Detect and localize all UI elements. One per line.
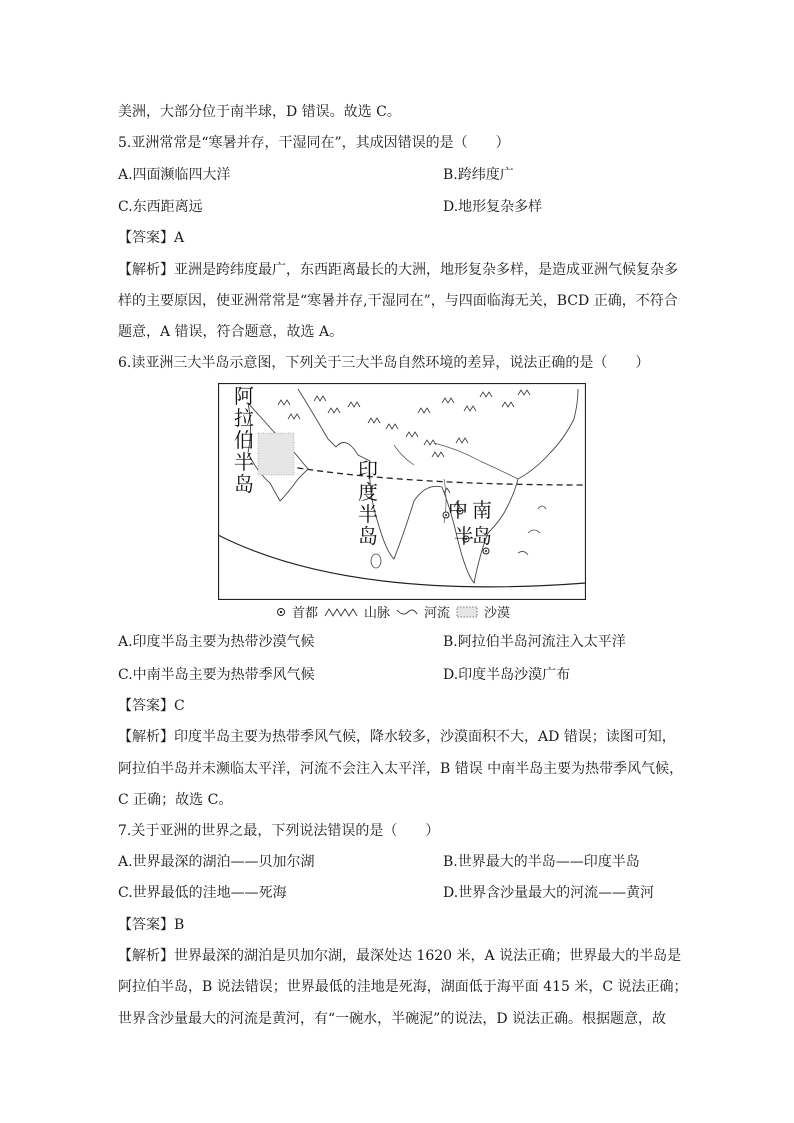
explanation-5-line: 【解析】亚洲是跨纬度最广，东西距离最长的大洲，地形复杂多样，是造成亚洲气候复杂多 (118, 262, 678, 278)
explanation-5-line: 样的主要原因，使亚洲常常是“寒暑并存,干湿同在”，与四面临海无关，BCD 正确，不符合 (118, 293, 678, 309)
map-label-india: 印 (358, 458, 378, 482)
asia-peninsulas-map (218, 383, 586, 600)
explanation-7-line: 阿拉伯半岛，B 说法错误；世界最低的洼地是死海，湖面低于海平面 415 米，C 说法正确； (118, 979, 688, 995)
text-line: 美洲，大部分位于南半球，D 错误。故选 C。 (118, 104, 401, 120)
option-6b: B.阿拉伯半岛河流注入太平洋 (443, 634, 626, 650)
map-label-indochina: 中 (448, 498, 468, 522)
explanation-6-line: C 正确；故选 C。 (118, 792, 233, 808)
option-7b: B.世界最大的半岛——印度半岛 (443, 854, 640, 870)
option-5b: B.跨纬度广 (443, 167, 514, 183)
option-5d: D.地形复杂多样 (443, 199, 543, 215)
map-label-arabia: 半 (234, 450, 254, 474)
capital-icon (276, 607, 286, 617)
map-label-indochina: 半 (454, 524, 474, 548)
answer-6: 【答案】C (118, 698, 185, 714)
map-legend (276, 602, 510, 621)
legend-desert-label: 沙漠 (484, 606, 511, 621)
desert-area (258, 433, 294, 475)
map-label-india: 岛 (358, 524, 378, 548)
legend-capital-label: 首都 (292, 606, 319, 621)
river-icon (396, 607, 418, 617)
question-6: 6.读亚洲三大半岛示意图，下列关于三大半岛自然环境的差异，说法正确的是（ ） (118, 355, 650, 371)
option-7d: D.世界含沙量最大的河流——黄河 (443, 885, 655, 901)
explanation-5-line: 题意，A 错误，符合题意，故选 A。 (118, 324, 344, 340)
map-label-india: 度 (358, 480, 378, 504)
legend-mountain-label: 山脉 (364, 606, 391, 621)
mountain-icon (324, 607, 358, 617)
explanation-7-line: 世界含沙量最大的河流是黄河，有“一碗水，半碗泥”的说法，D 说法正确。根据题意，故 (118, 1011, 666, 1027)
option-6c: C.中南半岛主要为热带季风气候 (118, 667, 315, 683)
desert-icon (456, 606, 478, 618)
map-label-arabia: 阿 (234, 384, 254, 408)
question-5: 5.亚洲常常是“寒暑并存，干湿同在”，其成因错误的是（ ） (118, 135, 510, 151)
option-6d: D.印度半岛沙漠广布 (443, 667, 571, 683)
answer-7: 【答案】B (118, 917, 185, 933)
map-label-arabia: 拉 (234, 406, 254, 430)
map-label-india: 半 (358, 502, 378, 526)
legend-river-label: 河流 (424, 606, 451, 621)
option-6a: A.印度半岛主要为热带沙漠气候 (118, 634, 315, 650)
map-label-arabia: 伯 (234, 428, 254, 452)
option-7a: A.世界最深的湖泊——贝加尔湖 (118, 854, 315, 870)
map-label-indochina: 岛 (472, 524, 492, 548)
question-7: 7.关于亚洲的世界之最，下列说法错误的是（ ） (118, 823, 440, 839)
option-5a: A.四面濒临四大洋 (118, 167, 231, 183)
answer-5: 【答案】A (118, 230, 185, 246)
option-5c: C.东西距离远 (118, 199, 203, 215)
explanation-6-line: 【解析】印度半岛主要为热带季风气候，降水较多，沙漠面积不大，AD 错误；读图可知， (118, 729, 676, 745)
map-label-indochina: 南 (472, 498, 492, 522)
option-7c: C.世界最低的洼地——死海 (118, 885, 287, 901)
explanation-6-line: 阿拉伯半岛并未濒临太平洋，河流不会注入太平洋，B 错误 中南半岛主要为热带季风气候， (118, 761, 684, 777)
map-label-arabia: 岛 (234, 472, 254, 496)
explanation-7-line: 【解析】世界最深的湖泊是贝加尔湖，最深处达 1620 米，A 说法正确；世界最大的半岛是 (118, 948, 682, 964)
